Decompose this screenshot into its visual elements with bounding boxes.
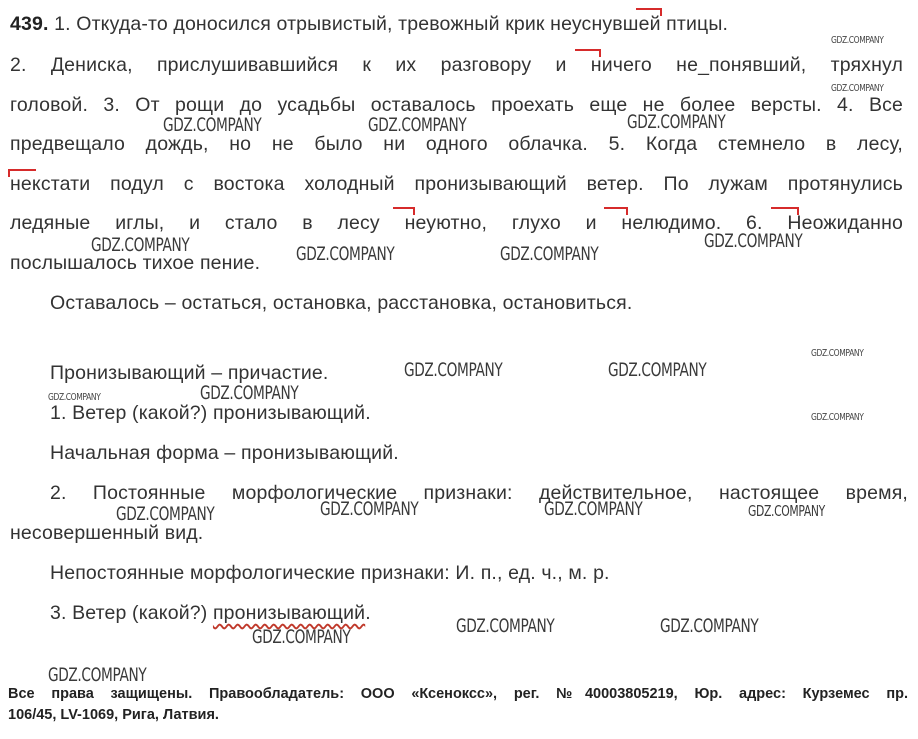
watermark: GDZ.COMPANY	[500, 243, 599, 265]
watermark: GDZ.COMPANY	[368, 114, 467, 136]
nonconstant-features-line: Непостоянные морфологические признаки: И. п., ед. ч., м. р.	[50, 562, 610, 584]
copyright-footer	[8, 684, 908, 726]
point-3-line	[50, 602, 371, 625]
prefix-mark	[8, 169, 36, 177]
watermark: GDZ.COMPANY	[627, 111, 726, 133]
watermark: GDZ.COMPANY	[116, 503, 215, 525]
watermark: GDZ.COMPANY	[608, 359, 707, 381]
footer-line-2: 106/45, LV-1069, Рига, Латвия.	[8, 707, 219, 723]
point-3-suffix: .	[365, 602, 371, 624]
watermark: GDZ.COMPANY	[296, 243, 395, 265]
task-number: 439.	[10, 13, 49, 35]
point-3-underlined-word: пронизывающий	[212, 602, 366, 624]
task-line-2: 2. Дениска, прислушивавшийся к их разговору и ничего не_понявший, тряхнул	[10, 54, 903, 76]
watermark: GDZ.COMPANY	[811, 412, 864, 423]
watermark: GDZ.COMPANY	[544, 498, 643, 520]
point-2-line-1: 2. Постоянные морфологические признаки: действительное, настоящее время,	[50, 482, 908, 504]
prefix-mark	[604, 207, 628, 215]
point-2-line-2: несовершенный вид.	[10, 522, 204, 544]
task-line-1	[10, 13, 728, 36]
watermark: GDZ.COMPANY	[831, 35, 884, 46]
point-1-line: 1. Ветер (какой?) пронизывающий.	[50, 402, 371, 424]
task-line-3: головой. 3. От рощи до усадьбы оставалось проехать еще не более версты. 4. Все	[10, 94, 903, 116]
watermark: GDZ.COMPANY	[404, 359, 503, 381]
watermark: GDZ.COMPANY	[91, 234, 190, 256]
watermark: GDZ.COMPANY	[811, 348, 864, 359]
watermark: GDZ.COMPANY	[48, 392, 101, 403]
prefix-mark	[771, 207, 799, 215]
prefix-mark	[393, 207, 415, 215]
task-line-4: предвещало дождь, но не было ни одного облачка. 5. Когда стемнело в лесу,	[10, 133, 903, 155]
watermark: GDZ.COMPANY	[831, 83, 884, 94]
part-of-speech-line: Пронизывающий – причастие.	[50, 362, 329, 384]
task-line-6: ледяные иглы, и стало в лесу неуютно, глухо и нелюдимо. 6. Неожиданно	[10, 212, 903, 234]
prefix-mark	[575, 49, 601, 57]
watermark: GDZ.COMPANY	[660, 615, 759, 637]
watermark: GDZ.COMPANY	[163, 114, 262, 136]
initial-form-line: Начальная форма – пронизывающий.	[50, 442, 399, 464]
watermark: GDZ.COMPANY	[456, 615, 555, 637]
footer-line-1: Все права защищены. Правообладатель: ООО «Ксеноксс», рег. №40003805219, Юр. адрес: Курземес пр.	[8, 686, 908, 702]
watermark: GDZ.COMPANY	[200, 382, 299, 404]
task-line-7: послышалось тихое пение.	[10, 252, 261, 274]
derivatives-line: Оставалось – остаться, остановка, расстановка, остановиться.	[50, 292, 633, 314]
watermark: GDZ.COMPANY	[48, 664, 147, 686]
watermark: GDZ.COMPANY	[748, 502, 825, 520]
watermark: GDZ.COMPANY	[704, 230, 803, 252]
task-sentence-1: 1. Откуда-то доносился отрывистый, тревожный крик неуснувшей птицы.	[54, 13, 729, 35]
point-3-prefix: 3. Ветер (какой?)	[50, 602, 213, 624]
task-line-5: некстати подул с востока холодный пронизывающий ветер. По лужам протянулись	[10, 173, 903, 195]
watermark: GDZ.COMPANY	[320, 498, 419, 520]
watermark: GDZ.COMPANY	[252, 626, 351, 648]
prefix-mark	[636, 8, 662, 16]
